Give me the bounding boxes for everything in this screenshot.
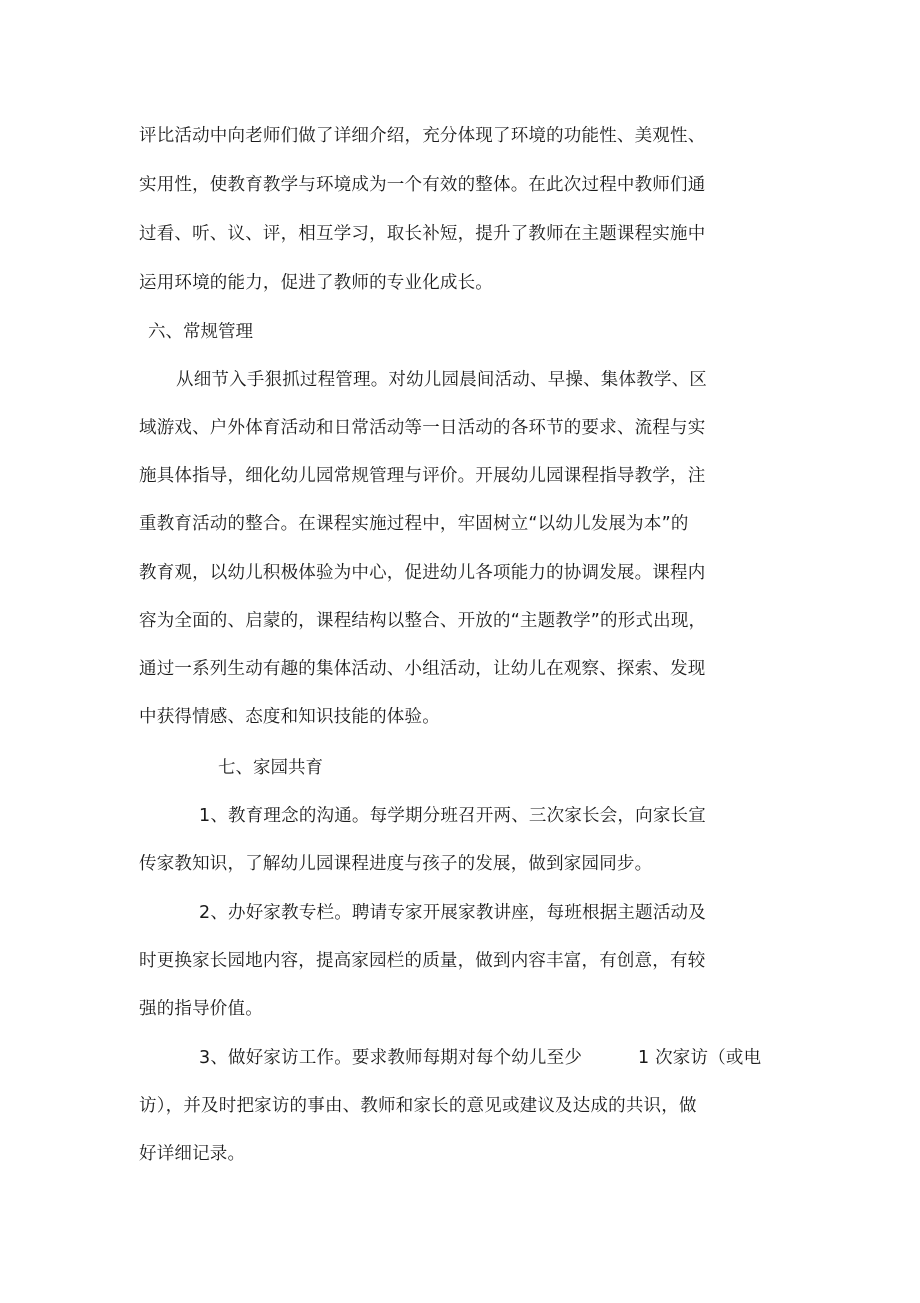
paragraph-line: 实用性，使教育教学与环境成为一个有效的整体。在此次过程中教师们通 xyxy=(139,175,706,195)
list-item-line: 1 次家访（或电 xyxy=(638,1048,762,1068)
list-item-line: 访），并及时把家访的事由、教师和家长的意见或建议及达成的共识，做 xyxy=(139,1096,697,1116)
paragraph-line: 运用环境的能力，促进了教师的专业化成长。 xyxy=(139,273,493,293)
paragraph-line: 重教育活动的整合。在课程实施过程中，牢固树立“以幼儿发展为本”的 xyxy=(139,514,689,534)
list-item-line: 1、教育理念的沟通。每学期分班召开两、三次家长会，向家长宣 xyxy=(199,806,706,826)
section-heading-7: 七、家园共育 xyxy=(218,758,323,778)
list-item-line: 传家教知识，了解幼儿园课程进度与孩子的发展，做到家园同步。 xyxy=(139,854,653,874)
list-item-line: 3、做好家访工作。要求教师每期对每个幼儿至少 xyxy=(199,1048,583,1068)
list-item-line: 强的指导价值。 xyxy=(139,999,263,1019)
list-item-line: 好详细记录。 xyxy=(139,1144,246,1164)
section-heading-6: 六、常规管理 xyxy=(148,322,253,342)
paragraph-line: 域游戏、户外体育活动和日常活动等一日活动的各环节的要求、流程与实 xyxy=(139,418,706,438)
paragraph-line: 施具体指导，细化幼儿园常规管理与评价。开展幼儿园课程指导教学，注 xyxy=(139,466,706,486)
paragraph-line: 通过一系列生动有趣的集体活动、小组活动，让幼儿在观察、探索、发现 xyxy=(139,659,706,679)
paragraph-line: 中获得情感、态度和知识技能的体验。 xyxy=(139,707,440,727)
paragraph-line: 从细节入手狠抓过程管理。对幼儿园晨间活动、早操、集体教学、区 xyxy=(176,370,707,390)
list-item-line: 2、办好家教专栏。聘请专家开展家教讲座，每班根据主题活动及 xyxy=(199,903,706,923)
paragraph-line: 教育观，以幼儿积极体验为中心，促进幼儿各项能力的协调发展。课程内 xyxy=(139,563,706,583)
list-item-line: 时更换家长园地内容，提高家园栏的质量，做到内容丰富，有创意，有较 xyxy=(139,951,706,971)
paragraph-line: 评比活动中向老师们做了详细介绍，充分体现了环境的功能性、美观性、 xyxy=(139,126,706,146)
paragraph-line: 容为全面的、启蒙的，课程结构以整合、开放的“主题教学”的形式出现， xyxy=(139,611,707,631)
paragraph-line: 过看、听、议、评，相互学习，取长补短，提升了教师在主题课程实施中 xyxy=(139,224,706,244)
